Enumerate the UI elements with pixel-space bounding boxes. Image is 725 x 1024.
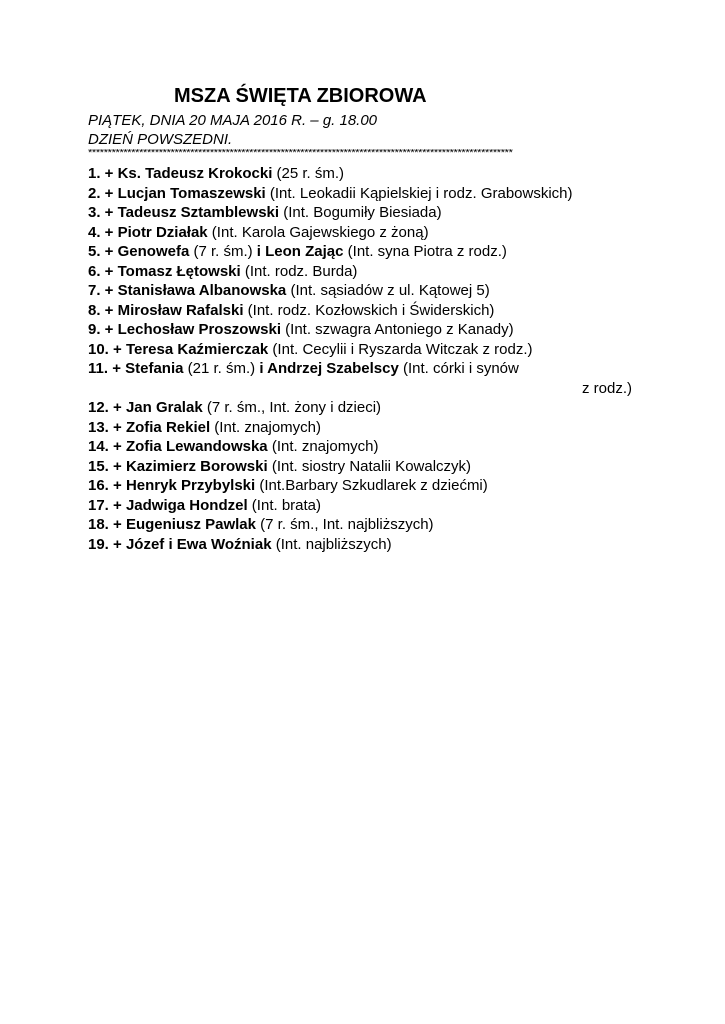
page-title: MSZA ŚWIĘTA ZBIOROWA [174,85,427,107]
intention-text: (Int. siostry Natalii Kowalczyk) [267,457,472,475]
intention-text: (Int. sąsiadów z ul. Kątowej 5) [286,282,490,299]
intention-text: (Int. córki i synów [398,360,519,377]
intention-text: (25 r. śm.) [272,165,345,182]
deceased-name: 9. + Lechosław Proszowski [88,321,281,338]
list-item [88,340,648,360]
deceased-name: 7. + Stanisława Albanowska [88,282,287,299]
list-item [88,184,648,204]
list-item [88,437,648,457]
list-item [88,242,648,262]
intention-text: (Int. Leokadii Kąpielskiej i rodz. Grabowskich) [265,184,573,202]
deceased-name: 14. + Zofia Lewandowska [88,438,268,455]
list-item [88,457,648,477]
deceased-name: 17. + Jadwiga Hondzel [88,496,248,514]
intention-text: (7 r. śm., Int. najbliższych) [256,516,434,533]
list-item [88,164,648,184]
deceased-name: 2. + Lucjan Tomaszewski [88,184,266,202]
deceased-name: 11. + Stefania [88,360,184,377]
list-item [88,320,648,340]
intention-text: (Int.Barbary Szkudlarek z dziećmi) [255,477,488,494]
deceased-name: 15. + Kazimierz Borowski [88,457,268,475]
list-item [88,301,648,321]
deceased-name: 5. + Genowefa [88,243,190,260]
deceased-name: 10. + Teresa Kaźmierczak [88,340,269,358]
intention-text: (Int. znajomych) [210,418,322,436]
list-item [88,223,648,243]
deceased-name: i Leon Zając [256,243,344,260]
list-item [88,418,648,438]
intention-text: (Int. rodz. Burda) [240,262,358,280]
list-item [88,262,648,282]
deceased-name: 6. + Tomasz Łętowski [88,262,241,280]
intention-text: (Int. Cecylii i Ryszarda Witczak z rodz.) [268,340,533,358]
intention-text: (Int. Bogumiły Biesiada) [279,204,442,221]
list-item [88,359,648,379]
deceased-name: 1. + Ks. Tadeusz Krokocki [88,165,273,182]
intention-text: (7 r. śm.) [189,243,257,260]
list-item [88,203,648,223]
deceased-name: 8. + Mirosław Rafalski [88,301,244,319]
separator-line: ************************************************************************************************************ [88,149,513,158]
date-line: PIĄTEK, DNIA 20 MAJA 2016 R. – g. 18.00 [88,112,378,129]
list-item-continuation: z rodz.) [581,379,632,397]
intention-text: (Int. Karola Gajewskiego z żoną) [207,223,429,241]
intention-text: (Int. brata) [247,496,321,514]
deceased-name: 19. + Józef i Ewa Woźniak [88,535,272,553]
deceased-name: 18. + Eugeniusz Pawlak [88,516,256,533]
intention-text: (Int. szwagra Antoniego z Kanady) [281,321,514,338]
list-item [88,281,648,301]
intention-text: (Int. syna Piotra z rodz.) [343,243,507,260]
intention-text: (Int. znajomych) [267,438,379,455]
list-item [88,398,648,418]
list-item [88,496,648,516]
document-page [88,84,648,554]
deceased-name: 16. + Henryk Przybylski [88,477,256,494]
intention-text: (Int. rodz. Kozłowskich i Świderskich) [243,301,495,319]
intention-text: (Int. najbliższych) [271,535,392,553]
deceased-name: i Andrzej Szabelscy [259,360,399,377]
intention-text: (7 r. śm., Int. żony i dzieci) [202,399,382,416]
list-item [88,535,648,555]
intentions-list [88,164,648,554]
list-item [88,515,648,535]
day-line: DZIEŃ POWSZEDNI. [88,131,233,148]
deceased-name: 3. + Tadeusz Sztamblewski [88,204,280,221]
deceased-name: 12. + Jan Gralak [88,399,203,416]
deceased-name: 4. + Piotr Działak [88,223,208,241]
deceased-name: 13. + Zofia Rekiel [88,418,211,436]
list-item [88,476,648,496]
intention-text: (21 r. śm.) [183,360,260,377]
